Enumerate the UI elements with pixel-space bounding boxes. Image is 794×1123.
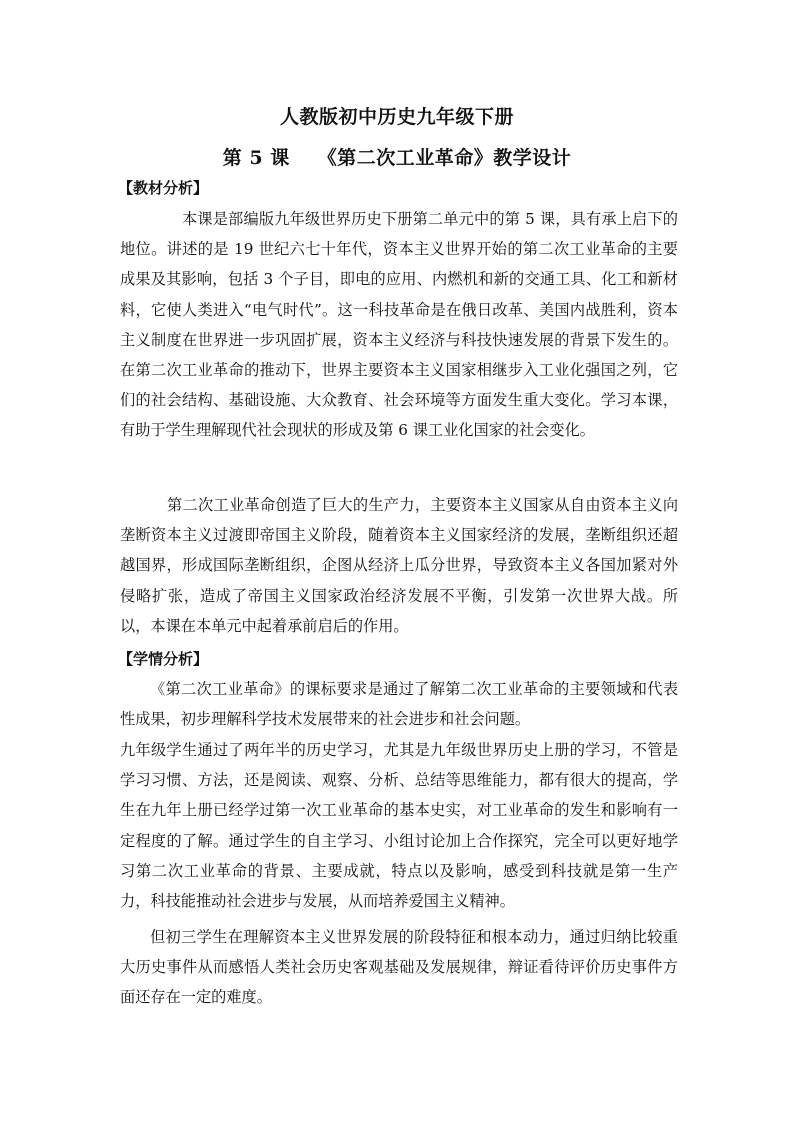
section-heading-textbook-analysis: 【教材分析】 bbox=[118, 179, 209, 197]
student-analysis-paragraph-3: 但初三学生在理解资本主义世界发展的阶段特征和根本动力，通过归纳比较重大历史事件从而感悟人类社会历史客观基础及发展规律，辩证看待评价历史事件方面还存在一定的难度。 bbox=[120, 928, 678, 1007]
lesson-number: 第 5 课 bbox=[222, 147, 290, 169]
lesson-title-line bbox=[0, 145, 794, 171]
document-title: 人教版初中历史九年级下册 bbox=[279, 106, 514, 128]
section-heading-student-analysis: 【学情分析】 bbox=[118, 650, 209, 668]
textbook-analysis-paragraph-2: 第二次工业革命创造了巨大的生产力，主要资本主义国家从自由资本主义向垄断资本主义过渡即帝国主义阶段，随着资本主义国家经济的发展，垄断组织还超越国界，形成国际垄断组织，企图从经济上瓜分世界，导致资本主义各国加紧对外侵略扩张，造成了帝国主义国家政治经济发展不平衡，引发第一次世界大战。所以，本课在本单元中起着承前启后的作用。 bbox=[120, 496, 678, 635]
textbook-analysis-paragraph-1: 本课是部编版九年级世界历史下册第二单元中的第 5 课，具有承上启下的地位。讲述的是 19 世纪六七十年代，资本主义世界开始的第二次工业革命的主要成果及其影响，包括 3 个子目，即电的应用、内燃机和新的交通工具、化工和新材料，它使人类进入“电气时代”。这一科技革命是在俄日改革、美国内战胜利，资本主义制度在世界进一步巩固扩展，资本主义经济与科技快速发展的背景下发生的。在第二次工业革命的推动下，世界主要资本主义国家相继步入工业化强国之列，它们的社会结构、基础设施、大众教育、社会环境等方面发生重大变化。学习本课，有助于学生理解现代社会现状的形成及第 6 课工业化国家的社会变化。 bbox=[120, 210, 678, 440]
student-analysis-paragraph-1: 《第二次工业革命》的课标要求是通过了解第二次工业革命的主要领域和代表性成果，初步理解科学技术发展带来的社会进步和社会问题。 bbox=[120, 680, 678, 729]
student-analysis-paragraph-2: 九年级学生通过了两年半的历史学习，尤其是九年级世界历史上册的学习，不管是学习习惯、方法，还是阅读、观察、分析、总结等思维能力，都有很大的提高，学生在九年上册已经学过第一次工业革命的基本史实，对工业革命的发生和影响有一定程度的了解。通过学生的自主学习、小组讨论加上合作探究，完全可以更好地学习第二次工业革命的背景、主要成就，特点以及影响，感受到科技就是第一生产力，科技能推动社会进步与发展，从而培养爱国主义精神。 bbox=[120, 741, 678, 911]
lesson-title: 《第二次工业革命》教学设计 bbox=[317, 147, 572, 169]
